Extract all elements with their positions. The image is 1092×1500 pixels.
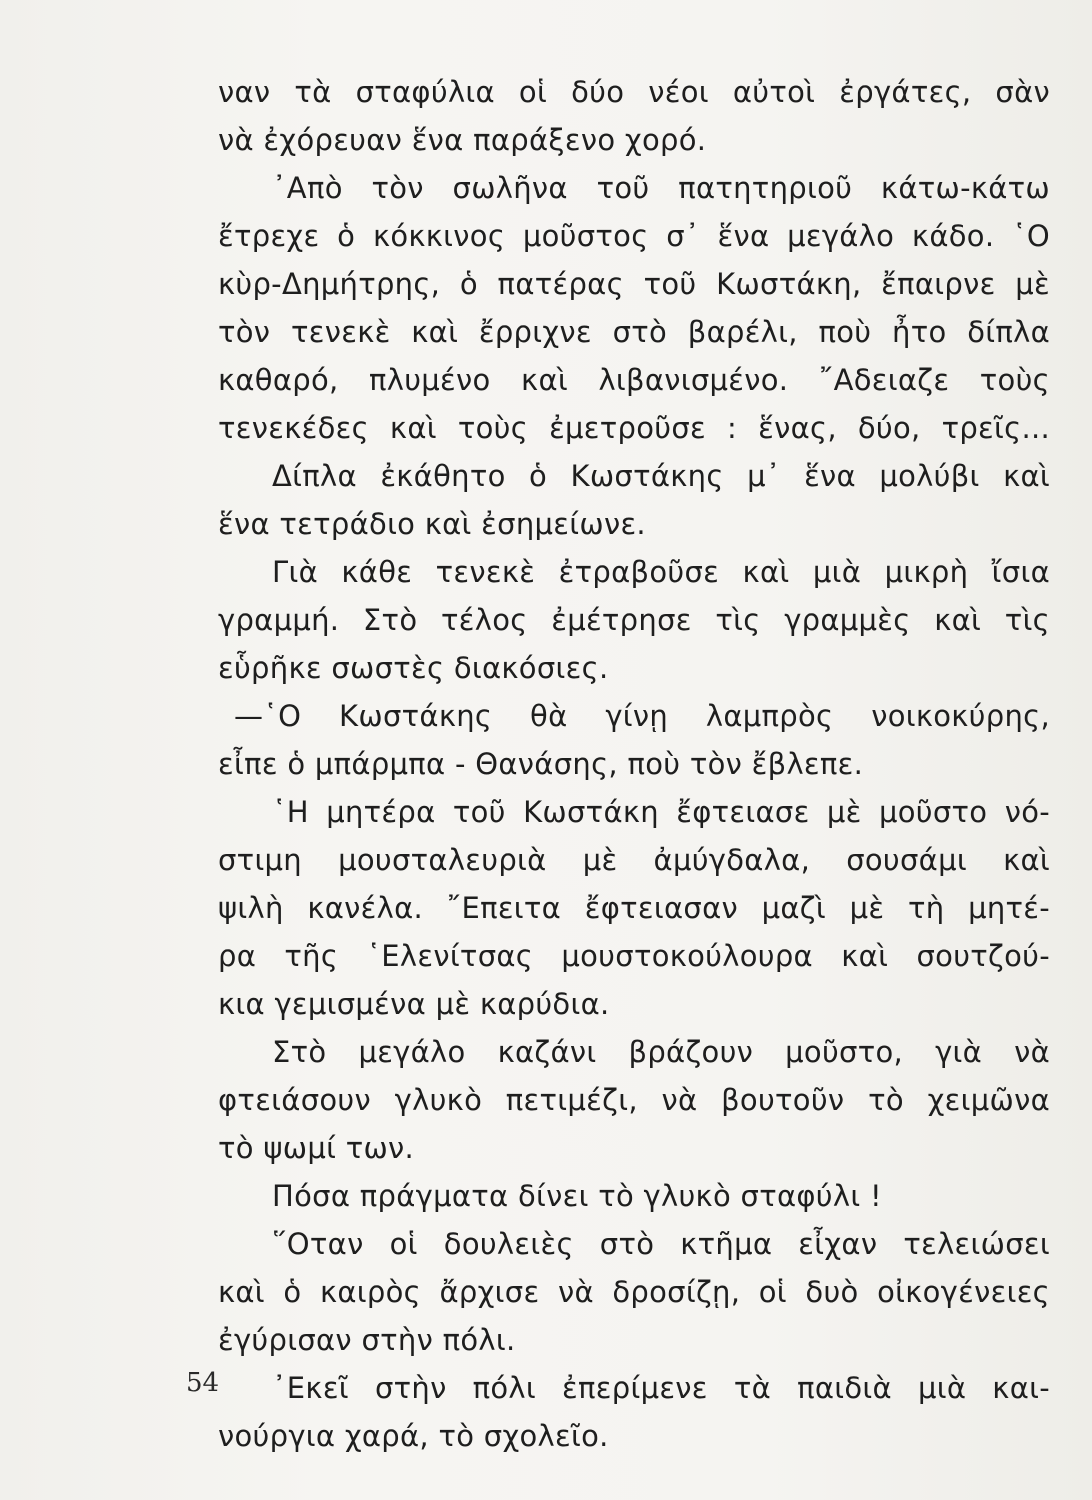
text-line: Δίπλα ἐκάθητο ὁ Κωστάκης μ᾿ ἕνα μολύβι καὶ <box>272 459 1050 493</box>
text-line: Γιὰ κάθε τενεκὲ ἐτραβοῦσε καὶ μιὰ μικρὴ ἴσια <box>272 555 1050 589</box>
text-line: στιμη μουσταλευριὰ μὲ ἀμύγδαλα, σουσάμι καὶ <box>218 843 1050 877</box>
text-line: γραμμή. Στὸ τέλος ἐμέτρησε τὶς γραμμὲς καὶ τὶς <box>218 603 1050 637</box>
text-line: Στὸ μεγάλο καζάνι βράζουν μοῦστο, γιὰ νὰ <box>272 1035 1050 1069</box>
text-line: φτειάσουν γλυκὸ πετιμέζι, νὰ βουτοῦν τὸ χειμῶνα <box>218 1083 1050 1117</box>
text-line: ναν τὰ σταφύλια οἱ δύο νέοι αὐτοὶ ἐργάτες, σὰν <box>218 75 1050 109</box>
text-line: καθαρό, πλυμένο καὶ λιβανισμένο. ῎Αδειαζε τοὺς <box>218 363 1050 397</box>
text-line: ῞Οταν οἱ δουλειὲς στὸ κτῆμα εἶχαν τελειώσει <box>272 1227 1050 1261</box>
text-line: Πόσα πράγματα δίνει τὸ γλυκὸ σταφύλι ! <box>272 1179 882 1213</box>
text-line: καὶ ὁ καιρὸς ἄρχισε νὰ δροσίζῃ, οἱ δυὸ οἰκογένειες <box>218 1275 1050 1309</box>
text-line: τὸν τενεκὲ καὶ ἔρριχνε στὸ βαρέλι, ποὺ ἦτο δίπλα <box>218 315 1050 349</box>
text-line: ῾Η μητέρα τοῦ Κωστάκη ἔφτειασε μὲ μοῦστο νό- <box>272 795 1050 829</box>
text-line: ἕνα τετράδιο καὶ ἐσημείωνε. <box>218 507 646 541</box>
text-line: κια γεμισμένα μὲ καρύδια. <box>218 987 610 1021</box>
text-line: τὸ ψωμί των. <box>218 1131 415 1165</box>
page-number: 54 <box>186 1368 220 1398</box>
text-line: ᾿Εκεῖ στὴν πόλι ἐπερίμενε τὰ παιδιὰ μιὰ και- <box>272 1371 1050 1405</box>
text-line: ψιλὴ κανέλα. ῎Επειτα ἔφτειασαν μαζὶ μὲ τὴ μητέ- <box>218 891 1050 925</box>
text-line: νὰ ἐχόρευαν ἕνα παράξενο χορό. <box>218 123 707 157</box>
text-line: νούργια χαρά, τὸ σχολεῖο. <box>218 1419 609 1453</box>
text-line: ᾿Απὸ τὸν σωλῆνα τοῦ πατητηριοῦ κάτω-κάτω <box>272 171 1050 205</box>
text-line: τενεκέδες καὶ τοὺς ἐμετροῦσε : ἕνας, δύο, τρεῖς... <box>218 411 1050 445</box>
text-line: εὗρῆκε σωστὲς διακόσιες. <box>218 651 609 685</box>
text-line: —῾Ο Κωστάκης θὰ γίνῃ λαμπρὸς νοικοκύρης, <box>234 699 1050 733</box>
text-line: κὺρ-Δημήτρης, ὁ πατέρας τοῦ Κωστάκη, ἔπαιρνε μὲ <box>218 267 1050 301</box>
text-line: ἐγύρισαν στὴν πόλι. <box>218 1323 516 1357</box>
text-line: ἔτρεχε ὁ κόκκινος μοῦστος σ᾿ ἕνα μεγάλο κάδο. ῾Ο <box>218 219 1050 253</box>
text-line: εἶπε ὁ μπάρμπα - Θανάσης, ποὺ τὸν ἔβλεπε. <box>218 747 864 781</box>
text-line: ρα τῆς ῾Ελενίτσας μουστοκούλουρα καὶ σουτζού- <box>218 939 1050 973</box>
